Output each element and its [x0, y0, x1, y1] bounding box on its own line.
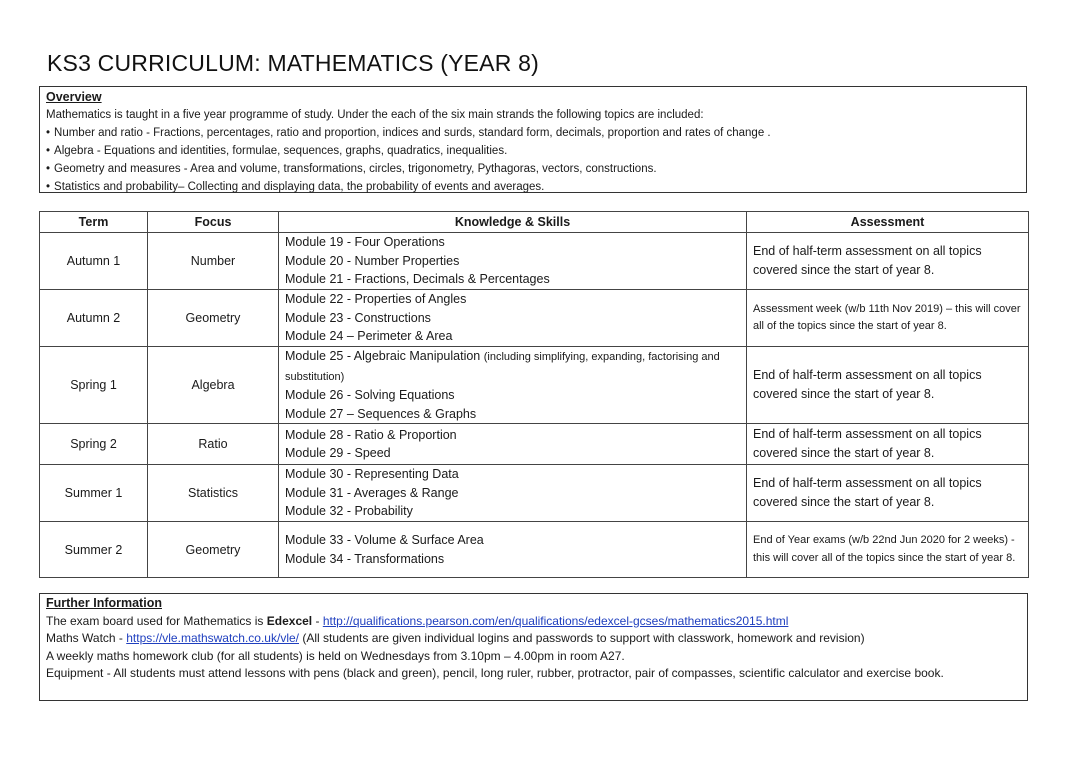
module-item: Module 21 - Fractions, Decimals & Percentages: [285, 272, 550, 287]
assessment-cell: End of half-term assessment on all topics covered since the start of year 8.: [747, 233, 1029, 290]
term-cell: Autumn 1: [40, 233, 148, 290]
further-heading: Further Information: [46, 596, 162, 610]
exam-board-name: Edexcel: [266, 613, 313, 628]
maths-watch-prefix: Maths Watch -: [46, 631, 127, 645]
homework-club-line: A weekly maths homework club (for all students) is held on Wednesdays from 3.10pm – 4.00pm in room A27.: [46, 648, 625, 663]
term-cell: Autumn 2: [40, 290, 148, 347]
module-item: Module 27 – Sequences & Graphs: [285, 406, 477, 421]
exam-board-sep: -: [312, 613, 323, 628]
module-item: Module 29 - Speed: [285, 446, 391, 460]
term-cell: Summer 2: [40, 522, 148, 578]
exam-board-link[interactable]: http://qualifications.pearson.com/en/qualifications/edexcel-gcses/mathematics2015.html: [322, 613, 789, 628]
equipment-line: Equipment - All students must attend lessons with pens (black and green), pencil, long ruler, rubber, protractor, pair of compasses, scientific calculator and exercise book.: [46, 666, 944, 680]
focus-cell: Number: [148, 233, 279, 290]
knowledge-cell: [279, 522, 747, 578]
module-item: Module 34 - Transformations: [285, 551, 445, 566]
knowledge-cell: [279, 347, 747, 424]
focus-cell: Ratio: [148, 424, 279, 465]
overview-bullet: • Number and ratio - Fractions, percentages, ratio and proportion, indices and surds, standard form, decimals, proportion and rates of change .: [46, 124, 1020, 142]
term-cell: Spring 1: [40, 347, 148, 424]
assessment-cell: End of half-term assessment on all topics covered since the start of year 8.: [747, 347, 1029, 424]
module-item: Module 20 - Number Properties: [285, 253, 460, 268]
module-item: Module 30 - Representing Data: [285, 467, 459, 482]
focus-cell: Algebra: [148, 347, 279, 424]
module-item: Module 24 – Perimeter & Area: [285, 329, 453, 344]
assessment-cell: End of half-term assessment on all topics covered since the start of year 8.: [747, 465, 1029, 522]
assessment-cell: Assessment week (w/b 11th Nov 2019) – this will cover all of the topics since the start of year 8.: [747, 290, 1029, 347]
table-row: [40, 522, 1029, 578]
module-item: [285, 347, 740, 386]
overview-intro: Mathematics is taught in a five year programme of study. Under the each of the six main strands the following topics are included:: [46, 109, 704, 121]
header-focus: Focus: [148, 212, 279, 233]
page-title: KS3 CURRICULUM: MATHEMATICS (YEAR 8): [47, 50, 539, 76]
table-row: [40, 347, 1029, 424]
module-item: Module 26 - Solving Equations: [285, 388, 455, 402]
table-row: [40, 424, 1029, 465]
maths-watch-link[interactable]: https://vle.mathswatch.co.uk/vle/: [126, 631, 299, 645]
table-row: [40, 465, 1029, 522]
knowledge-cell: [279, 465, 747, 522]
table-row: [40, 233, 1029, 290]
knowledge-cell: [279, 424, 747, 465]
term-cell: Spring 2: [40, 424, 148, 465]
curriculum-table: [39, 211, 1029, 578]
assessment-cell: End of half-term assessment on all topics covered since the start of year 8.: [747, 424, 1029, 465]
module-title: Module 25 - Algebraic Manipulation: [285, 349, 481, 363]
knowledge-cell: [279, 290, 747, 347]
maths-watch-line: [46, 630, 1021, 648]
overview-bullet: • Statistics and probability– Collecting and displaying data, the probability of events and averages.: [46, 178, 1020, 196]
focus-cell: Geometry: [148, 290, 279, 347]
exam-board-prefix: The exam board used for Mathematics is: [46, 613, 267, 628]
table-row: [40, 290, 1029, 347]
term-cell: Summer 1: [40, 465, 148, 522]
header-knowledge: Knowledge & Skills: [279, 212, 747, 233]
overview-heading: Overview: [46, 90, 102, 104]
overview-box: [39, 86, 1027, 193]
module-item: Module 32 - Probability: [285, 504, 413, 519]
module-item: Module 28 - Ratio & Proportion: [285, 427, 457, 442]
module-item: Module 19 - Four Operations: [285, 235, 445, 250]
header-assessment: Assessment: [747, 212, 1029, 233]
overview-bullet: • Algebra - Equations and identities, formulae, sequences, graphs, quadratics, inequalities.: [46, 142, 1020, 160]
module-note: (including simplifying, expanding, factorising and substitution): [285, 351, 720, 383]
module-item: Module 31 - Averages & Range: [285, 485, 459, 500]
module-item: Module 33 - Volume & Surface Area: [285, 533, 484, 547]
focus-cell: Geometry: [148, 522, 279, 578]
further-info-box: [39, 593, 1028, 701]
header-term: Term: [40, 212, 148, 233]
assessment-cell: End of Year exams (w/b 22nd Jun 2020 for 2 weeks) - this will cover all of the topics since the start of year 8.: [747, 522, 1029, 578]
table-header-row: [40, 212, 1029, 233]
exam-board-line: [46, 613, 1021, 631]
module-item: Module 22 - Properties of Angles: [285, 292, 467, 307]
maths-watch-suffix: (All students are given individual logins and passwords to support with classwork, homework and revision): [299, 631, 865, 645]
knowledge-cell: [279, 233, 747, 290]
module-item: Module 23 - Constructions: [285, 310, 431, 325]
overview-bullet: • Geometry and measures - Area and volume, transformations, circles, trigonometry, Pythagoras, vectors, constructions.: [46, 160, 1020, 178]
focus-cell: Statistics: [148, 465, 279, 522]
